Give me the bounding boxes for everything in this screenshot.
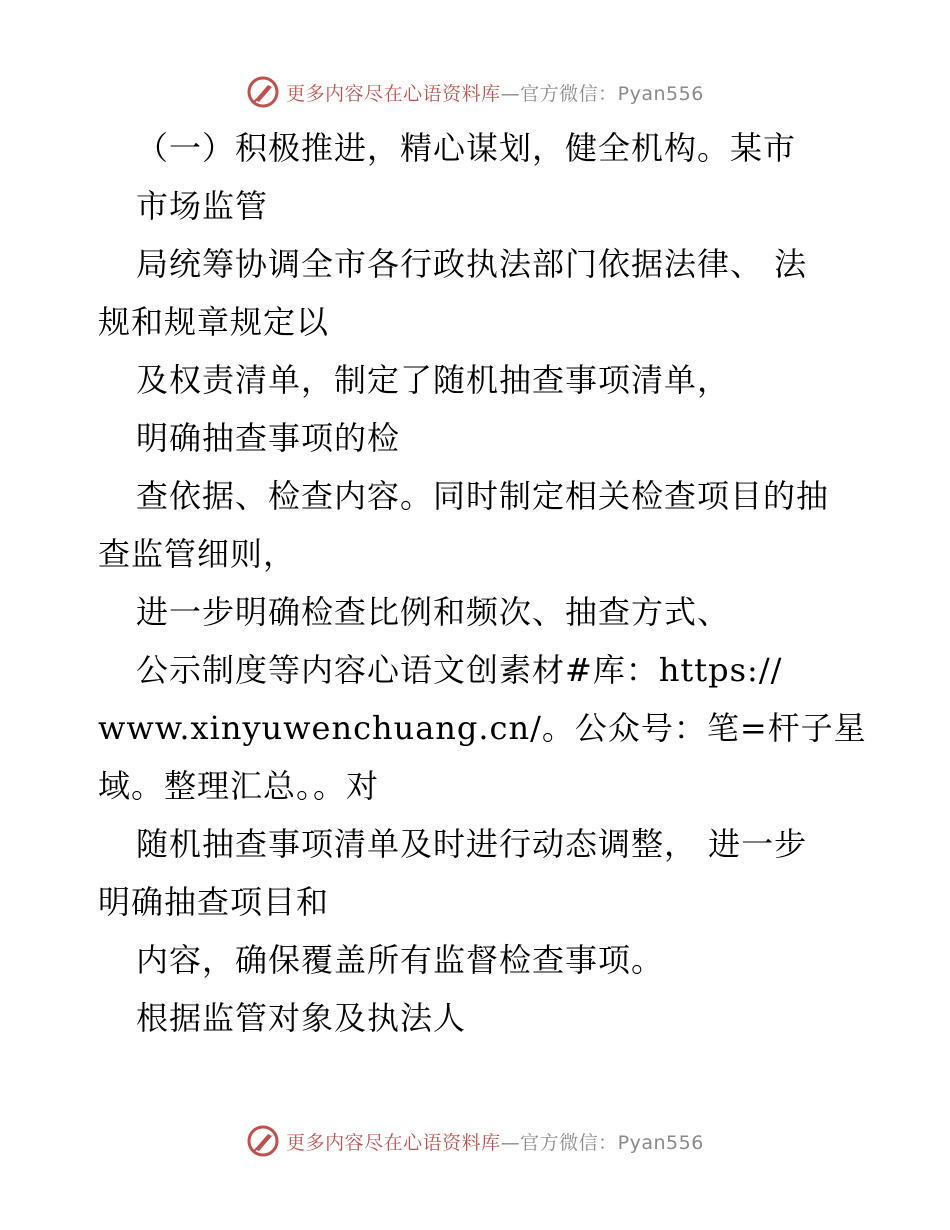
text-line-10: 公示制度等内容心语文创素材#库：https://	[136, 651, 783, 689]
quill-logo-icon	[246, 75, 280, 109]
text-line-1: （一）积极推进，精心谋划，健全机构。某市	[136, 129, 797, 167]
footer-watermark-banner	[0, 1121, 950, 1161]
text-line-15: 内容，确保覆盖所有监督检查事项。	[136, 941, 665, 979]
banner-red-text: 更多内容尽在心语资料库	[286, 82, 501, 105]
text-line-13: 随机抽查事项清单及时进行动态调整， 进一步	[136, 825, 808, 863]
text-line-4: 规和规章规定以	[98, 303, 330, 341]
text-line-9: 进一步明确检查比例和频次、抽查方式、	[136, 593, 731, 631]
text-line-7: 查依据、检查内容。同时制定相关检查项目的抽	[136, 477, 830, 515]
header-banner-text	[286, 79, 704, 106]
text-line-6: 明确抽查事项的检	[136, 419, 401, 457]
text-line-3: 局统筹协调全市各行政执法部门依据法律、 法	[136, 245, 808, 283]
quill-logo-icon	[246, 1124, 280, 1158]
text-line-16: 根据监管对象及执法人	[136, 999, 467, 1037]
banner-gray-text: —官方微信：Pyan556	[500, 1131, 704, 1154]
header-watermark-banner	[0, 72, 950, 112]
text-line-5: 及权责清单，制定了随机抽查事项清单，	[136, 361, 731, 399]
banner-gray-text: —官方微信：Pyan556	[500, 82, 704, 105]
text-line-8: 查监管细则，	[98, 535, 297, 573]
text-line-11: www.xinyuwenchuang.cn/。公众号：笔=杆子星	[98, 709, 867, 747]
banner-red-text: 更多内容尽在心语资料库	[286, 1131, 501, 1154]
footer-banner-text	[286, 1128, 704, 1155]
text-line-14: 明确抽查项目和	[98, 883, 330, 921]
text-line-12: 域。整理汇总。。对	[98, 767, 380, 805]
text-line-2: 市场监管	[136, 187, 269, 225]
